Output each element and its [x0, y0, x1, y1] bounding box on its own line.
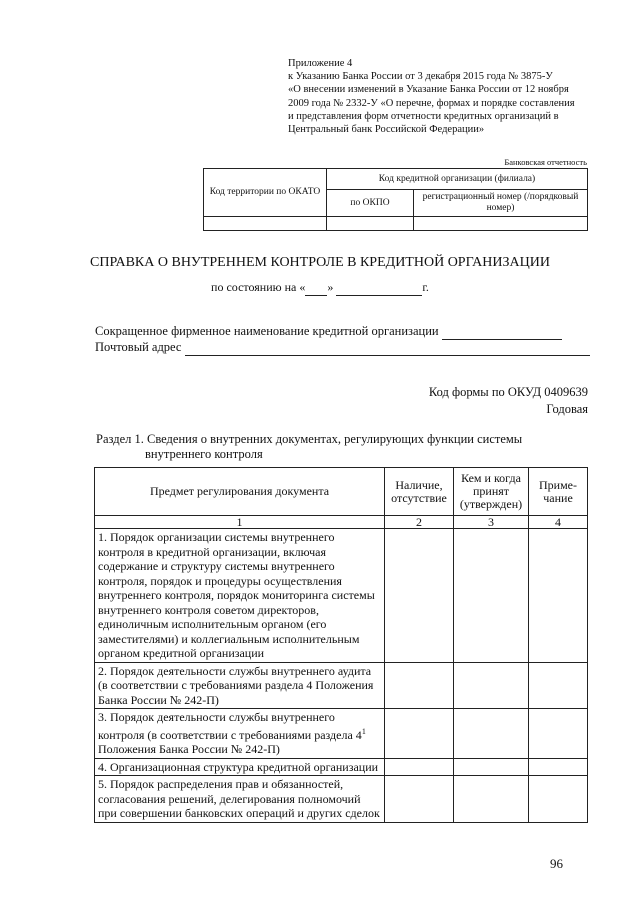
credit-org-code-header: Код кредитной организации (филиала): [327, 169, 588, 190]
territory-code-header: Код территории по ОКАТО: [204, 169, 327, 217]
col-header-note: Приме-чание: [529, 468, 588, 516]
table-row: [95, 709, 588, 759]
okpo-cell[interactable]: [327, 217, 414, 231]
appendix-line-4: 2009 года № 2332-У «О перечне, формах и порядке составления: [288, 97, 575, 109]
row-1-note-cell[interactable]: [529, 529, 588, 663]
postal-address-row: [95, 340, 590, 356]
internal-documents-table: [94, 467, 588, 823]
appendix-line-3: «О внесении изменений в Указание Банка России от 12 ноября: [288, 84, 569, 96]
row-2-presence-cell[interactable]: [385, 662, 454, 709]
row-3-subject-tail: Положения Банка России № 242-П): [98, 742, 280, 756]
row-5-subject: 5. Порядок распределения прав и обязанностей, согласования решений, делегирования полномочий при совершении банковских операций и других сделок: [95, 776, 385, 823]
row-4-approved-cell[interactable]: [454, 758, 529, 776]
section-1-line-1: Раздел 1. Сведения о внутренних документах, регулирующих функции системы: [96, 432, 523, 446]
okud-code: Код формы по ОКУД 0409639: [428, 385, 588, 399]
row-1-approved-cell[interactable]: [454, 529, 529, 663]
row-2-subject: 2. Порядок деятельности службы внутреннего аудита (в соответствии с требованиями раздела 4 Положения Банка России № 242-П): [95, 662, 385, 709]
short-name-label: Сокращенное фирменное наименование кредитной организации: [95, 324, 439, 338]
as-of-prefix: по состоянию на «: [211, 280, 306, 294]
row-4-subject: 4. Организационная структура кредитной организации: [95, 758, 385, 776]
col-header-subject: Предмет регулирования документа: [95, 468, 385, 516]
row-5-approved-cell[interactable]: [454, 776, 529, 823]
row-3-superscript: 1: [361, 726, 366, 736]
section-1-heading: [96, 432, 590, 462]
table-row: [95, 529, 588, 663]
row-1-subject: 1. Порядок организации системы внутреннего контроля в кредитной организации, включая содержание и структуру системы внутреннего контроля, порядок и процедуры осуществления внутреннего контроля, порядок мониторинга системы внутреннего контроля советом директоров, единоличным исполнительным органом (его заместителями) и коллегиальным исполнительным органом кредитной организации: [95, 529, 385, 663]
row-3-note-cell[interactable]: [529, 709, 588, 759]
page-number: 96: [550, 856, 563, 871]
appendix-header: [288, 57, 588, 136]
document-title: СПРАВКА О ВНУТРЕННЕМ КОНТРОЛЕ В КРЕДИТНОЙ ОРГАНИЗАЦИИ: [90, 255, 550, 270]
appendix-line-5: и представления форм отчетности кредитных организаций в: [288, 110, 559, 122]
row-4-note-cell[interactable]: [529, 758, 588, 776]
short-name-row: [95, 324, 590, 340]
territory-code-cell[interactable]: [204, 217, 327, 231]
as-of-date: [0, 280, 640, 296]
codes-table: [203, 168, 588, 231]
row-5-note-cell[interactable]: [529, 776, 588, 823]
col-number-1: 1: [95, 516, 385, 529]
col-number-2: 2: [385, 516, 454, 529]
postal-address-field[interactable]: [185, 340, 590, 356]
appendix-line-1: Приложение 4: [288, 58, 353, 69]
col-number-4: 4: [529, 516, 588, 529]
as-of-mid: »: [327, 280, 334, 294]
reg-number-cell[interactable]: [414, 217, 588, 231]
row-3-presence-cell[interactable]: [385, 709, 454, 759]
col-header-approved-by: Кем и когда принят (утвержден): [454, 468, 529, 516]
row-3-subject: [95, 709, 385, 759]
section-1-line-2: внутреннего контроля: [145, 447, 263, 461]
reg-number-header: регистрационный номер (/порядковый номер): [414, 190, 588, 217]
row-1-presence-cell[interactable]: [385, 529, 454, 663]
col-number-3: 3: [454, 516, 529, 529]
short-name-field[interactable]: [442, 324, 562, 340]
table-row: [95, 776, 588, 823]
periodicity: Годовая: [546, 402, 588, 416]
row-2-approved-cell[interactable]: [454, 662, 529, 709]
row-3-subject-text: 3. Порядок деятельности службы внутреннего контроля (в соответствии с требованиями раздела 4: [98, 710, 362, 742]
col-header-presence: Наличие, отсутствие: [385, 468, 454, 516]
row-4-presence-cell[interactable]: [385, 758, 454, 776]
reporting-label: Банковская отчетность: [504, 157, 587, 167]
as-of-suffix: г.: [422, 280, 429, 294]
table-row: [95, 662, 588, 709]
table-row: [95, 758, 588, 776]
postal-address-label: Почтовый адрес: [95, 340, 182, 354]
row-2-note-cell[interactable]: [529, 662, 588, 709]
as-of-month-field[interactable]: [336, 280, 422, 296]
row-3-approved-cell[interactable]: [454, 709, 529, 759]
as-of-day-field[interactable]: [305, 280, 327, 296]
appendix-line-2: к Указанию Банка России от 3 декабря 2015 года № 3875-У: [288, 71, 553, 83]
okud-block: [330, 384, 588, 418]
row-5-presence-cell[interactable]: [385, 776, 454, 823]
appendix-line-6: Центральный банк Российской Федерации»: [288, 124, 485, 136]
okpo-header: по ОКПО: [327, 190, 414, 217]
